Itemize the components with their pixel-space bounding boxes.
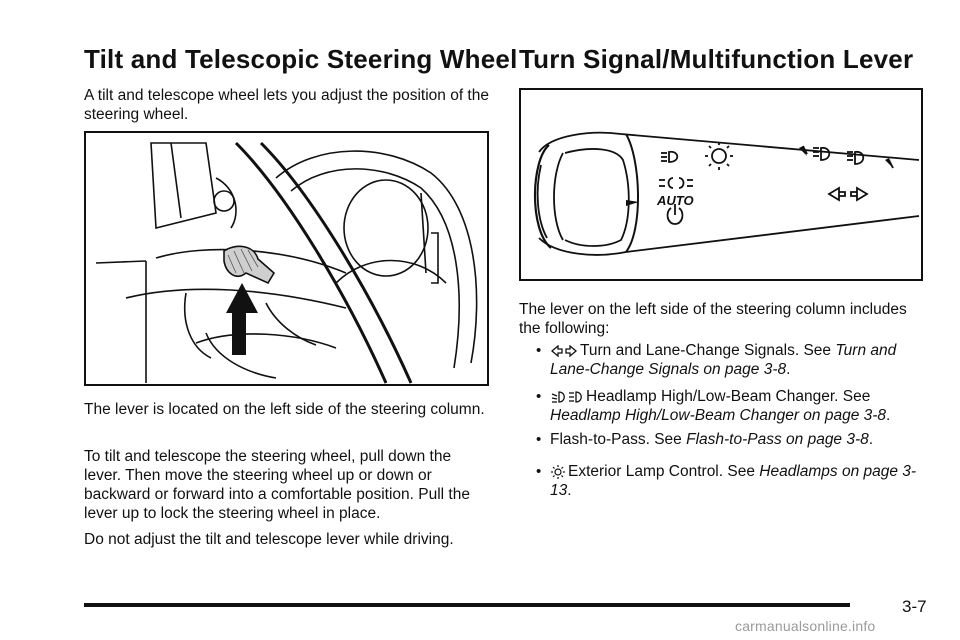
list-item: • Headlamp High/Low-Beam Changer. See Headlamp High/Low-Beam Changer on page 3-8. xyxy=(536,388,891,424)
list-item-text: Headlamp High/Low-Beam Changer. See xyxy=(586,388,871,405)
steering-wheel-illustration xyxy=(84,131,489,386)
lever-intro: The lever on the left side of the steering column includes the following: xyxy=(519,301,907,337)
watermark: carmanualsonline.info xyxy=(735,618,876,634)
list-item-text: Turn and Lane-Change Signals. See xyxy=(580,342,836,359)
lever-drawing xyxy=(521,90,921,279)
high-low-beam-icon xyxy=(550,390,584,404)
list-item: • Turn and Lane-Change Signals. See Turn and Lane-Change Signals on page 3-8. xyxy=(536,342,897,378)
exterior-lamp-icon xyxy=(550,464,566,480)
bullet-dot: • xyxy=(536,342,542,359)
page-reference-link[interactable]: Turn and Lane-Change Signals on page 3-8 xyxy=(550,342,897,378)
tilt-instructions: To tilt and telescope the steering wheel, pull down the lever. Then move the steering wheel up or down or backward or forward into a comfortable position. Pull the lever up to lock the steering wheel in place. xyxy=(84,448,470,522)
multifunction-lever-illustration xyxy=(519,88,923,281)
list-item: • Exterior Lamp Control. See Headlamps on page 3-13. xyxy=(536,463,917,499)
footer-rule xyxy=(84,603,850,607)
page-reference-link[interactable]: Flash-to-Pass on page 3-8 xyxy=(686,431,869,448)
page-number: 3-7 xyxy=(902,597,927,616)
steering-wheel-drawing xyxy=(86,133,487,384)
bullet-dot: • xyxy=(536,463,542,480)
heading-tilt-steering: Tilt and Telescopic Steering Wheel xyxy=(84,44,518,74)
tilt-intro: A tilt and telescope wheel lets you adjust the position of the steering wheel. xyxy=(84,87,489,123)
page-reference-link[interactable]: Headlamps on page 3-13 xyxy=(550,463,917,499)
tilt-warning: Do not adjust the tilt and telescope lever while driving. xyxy=(84,531,454,548)
list-item-text: Flash-to-Pass. See xyxy=(550,431,687,448)
turn-signal-arrows-icon xyxy=(550,345,578,357)
heading-turn-signal: Turn Signal/Multifunction Lever xyxy=(519,44,914,74)
list-item-text: Exterior Lamp Control. See xyxy=(568,463,760,480)
tilt-location: The lever is located on the left side of the steering column. xyxy=(84,401,485,418)
list-item: • Flash-to-Pass. See Flash-to-Pass on page 3-8. xyxy=(536,431,874,448)
page-reference-link[interactable]: Headlamp High/Low-Beam Changer on page 3-8 xyxy=(550,407,887,424)
lever-auto-label: AUTO xyxy=(657,193,694,208)
bullet-dot: • xyxy=(536,388,542,405)
bullet-dot: • xyxy=(536,431,542,448)
